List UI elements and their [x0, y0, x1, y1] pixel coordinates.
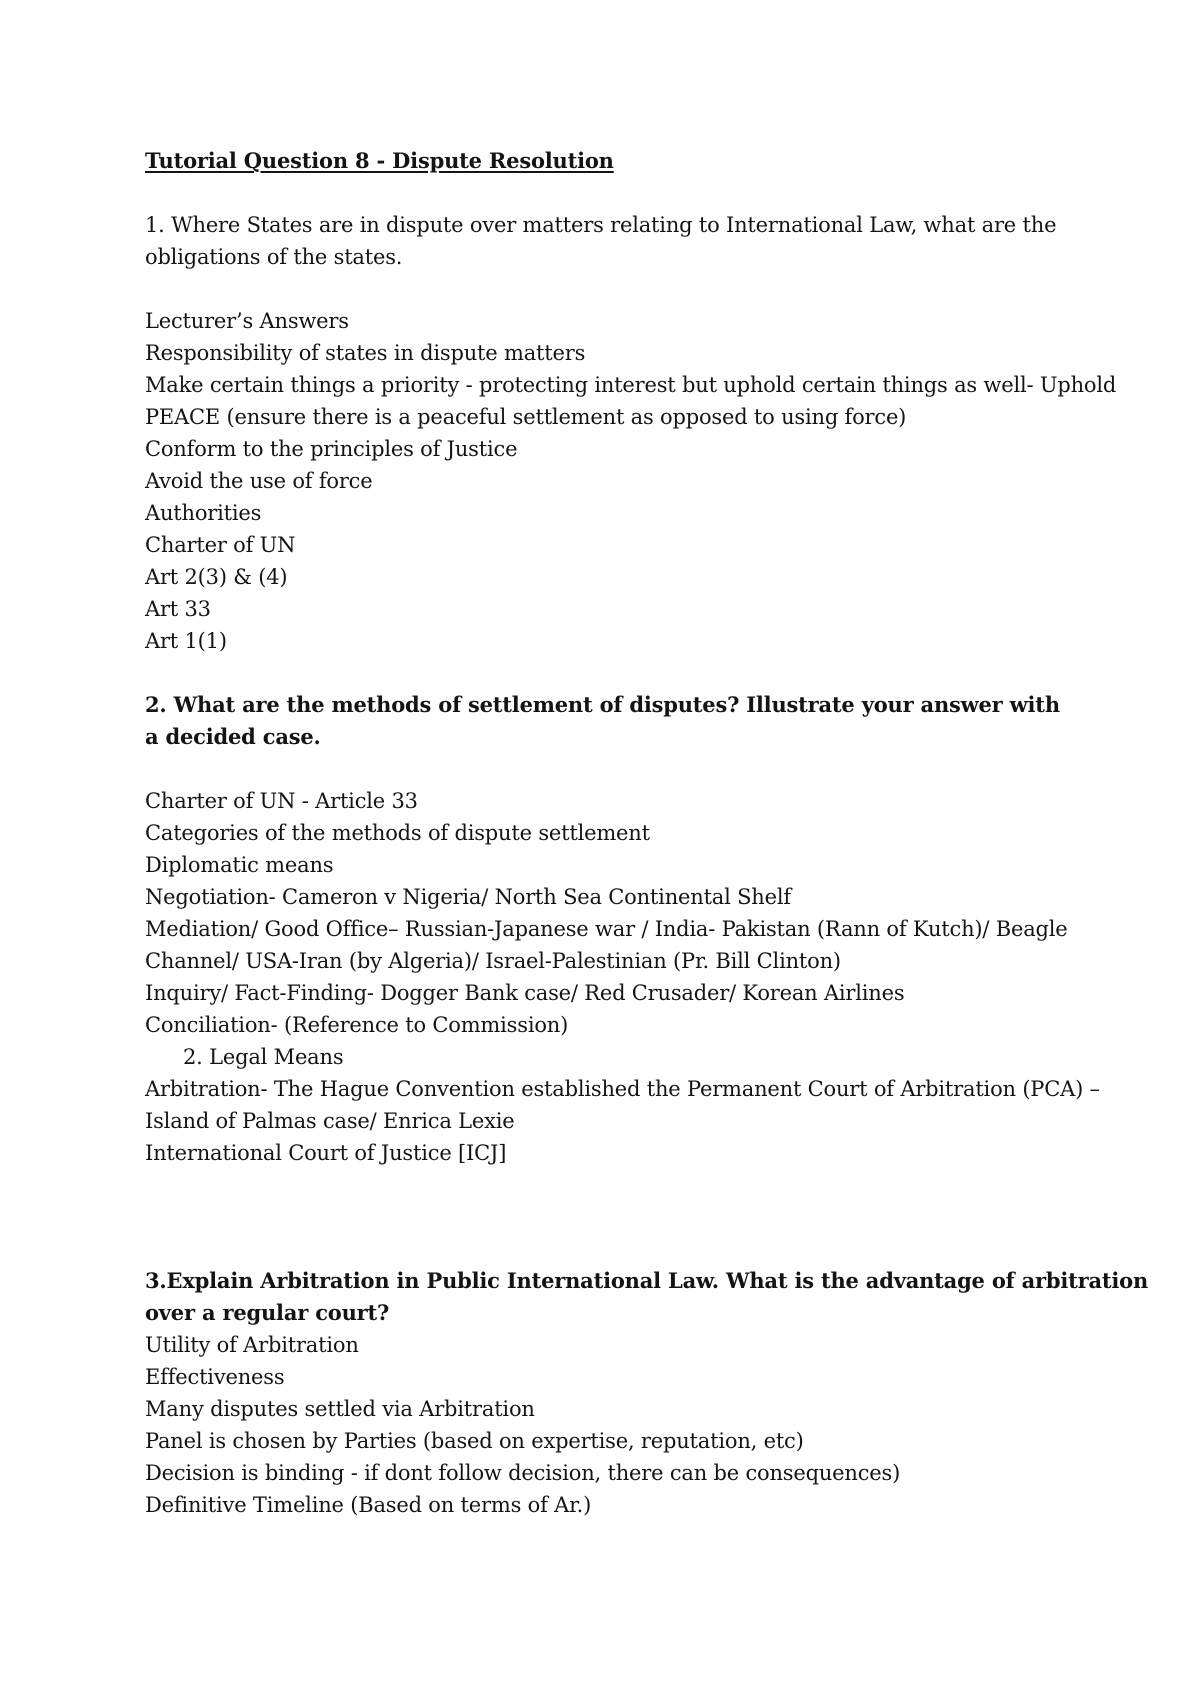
answer-line: Effectiveness [145, 1365, 285, 1389]
answer-line: Responsibility of states in dispute matters [145, 341, 586, 365]
answer-line: PEACE (ensure there is a peaceful settlement as opposed to using force) [145, 405, 907, 429]
answer-line: Art 2(3) & (4) [145, 565, 288, 589]
answer-line: Mediation/ Good Office– Russian-Japanese war / India- Pakistan (Rann of Kutch)/ Beagle [145, 917, 1068, 941]
answer-line: Many disputes settled via Arbitration [145, 1397, 535, 1421]
answer-line: Avoid the use of force [145, 469, 373, 493]
answer-line: Island of Palmas case/ Enrica Lexie [145, 1109, 515, 1133]
answer-line: Inquiry/ Fact-Finding- Dogger Bank case/ Red Crusader/ Korean Airlines [145, 981, 905, 1005]
answer-line: Art 1(1) [145, 629, 227, 653]
spacer [145, 177, 1075, 209]
answer-line: Definitive Timeline (Based on terms of Ar.) [145, 1493, 592, 1517]
legal-means-heading: 2. Legal Means [183, 1045, 344, 1069]
spacer [145, 273, 1075, 305]
document-title: Tutorial Question 8 - Dispute Resolution [145, 148, 614, 173]
question-3-line-2: over a regular court? [145, 1300, 390, 1325]
answer-line: Art 33 [145, 597, 211, 621]
answer-line: International Court of Justice [ICJ] [145, 1141, 507, 1165]
answer-line: Diplomatic means [145, 853, 334, 877]
answer-line: Lecturer’s Answers [145, 309, 349, 333]
answer-line: Channel/ USA-Iran (by Algeria)/ Israel-Palestinian (Pr. Bill Clinton) [145, 949, 841, 973]
answer-line: Categories of the methods of dispute settlement [145, 821, 650, 845]
answer-line: Charter of UN [145, 533, 296, 557]
spacer [145, 1169, 1075, 1265]
question-2: 2. What are the methods of settlement of disputes? Illustrate your answer with a decided case. [145, 692, 1060, 749]
document-page [145, 145, 1149, 1521]
answer-line: Utility of Arbitration [145, 1333, 359, 1357]
question-3-line-1: 3.Explain Arbitration in Public International Law. What is the advantage of arbitration [145, 1268, 1149, 1293]
answer-line: Charter of UN - Article 33 [145, 789, 418, 813]
question-1: 1. Where States are in dispute over matters relating to International Law, what are the obligations of the states. [145, 213, 1057, 269]
answer-line: Panel is chosen by Parties (based on expertise, reputation, etc) [145, 1429, 804, 1453]
answer-line: Authorities [145, 501, 262, 525]
answer-line: Negotiation- Cameron v Nigeria/ North Sea Continental Shelf [145, 885, 791, 909]
answer-line: Conform to the principles of Justice [145, 437, 518, 461]
answer-line: Conciliation- (Reference to Commission) [145, 1013, 569, 1037]
answer-line: Make certain things a priority - protecting interest but uphold certain things as well- Uphold [145, 373, 1117, 397]
spacer [145, 657, 1075, 689]
answer-line: Decision is binding - if dont follow decision, there can be consequences) [145, 1461, 901, 1485]
spacer [145, 753, 1075, 785]
answer-line: Arbitration- The Hague Convention established the Permanent Court of Arbitration (PCA) – [145, 1077, 1100, 1101]
